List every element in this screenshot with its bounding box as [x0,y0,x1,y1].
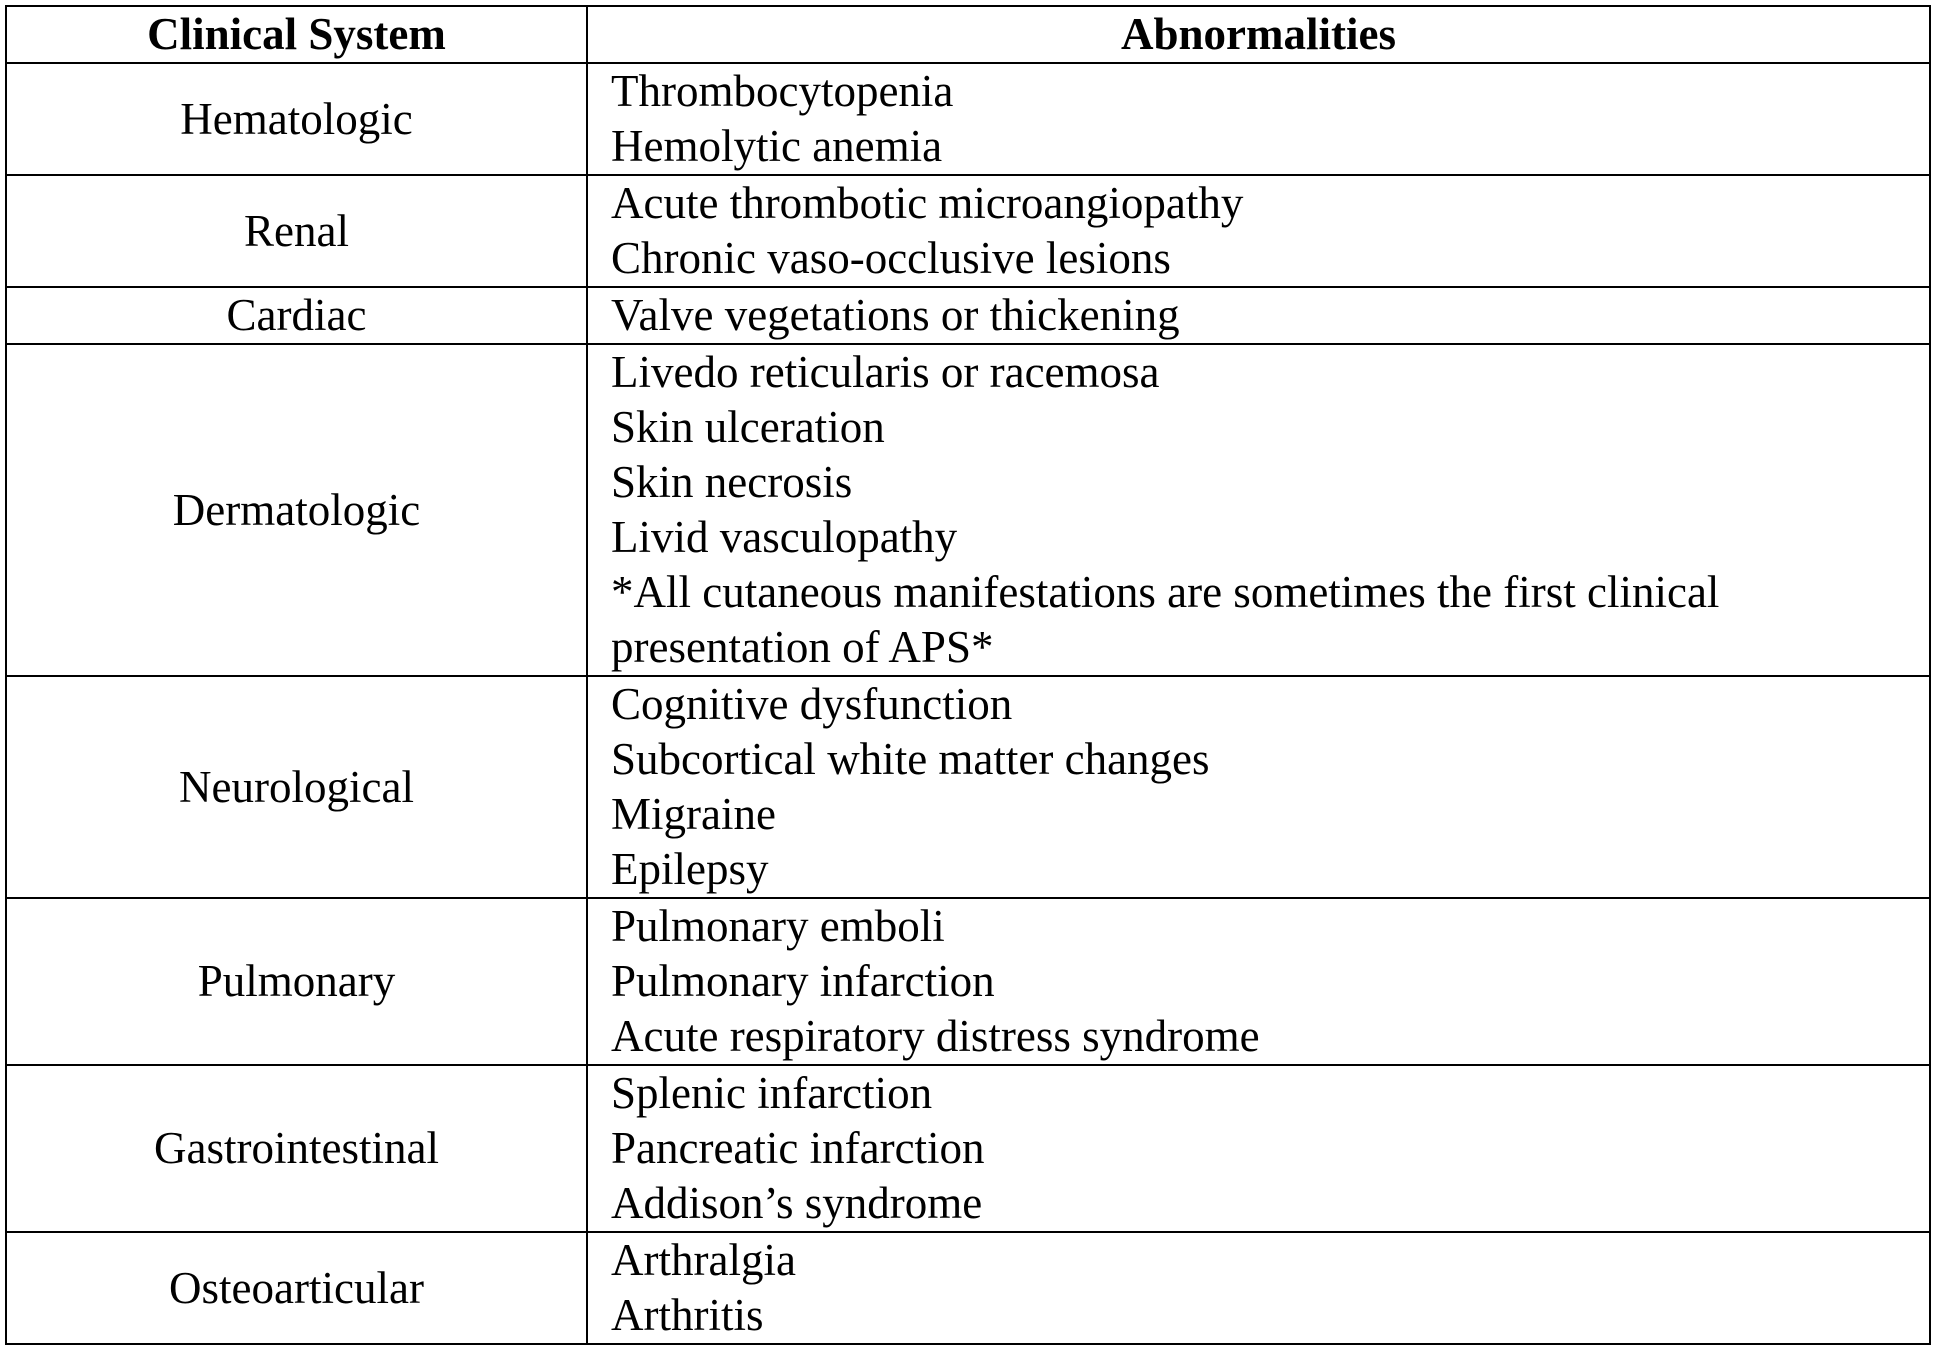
abnormality-item: Acute thrombotic microangiopathy [611,178,1244,228]
table-row [6,287,1930,344]
abnormalities-cell [587,1232,1930,1344]
abnormality-item: Valve vegetations or thickening [611,290,1180,340]
table-header-row [6,6,1930,63]
table-row [6,676,1930,898]
system-cell: Osteoarticular [6,1232,587,1344]
abnormalities-cell [587,1065,1930,1232]
abnormality-item: Pulmonary infarction [611,956,995,1006]
table-row [6,63,1930,175]
abnormality-item: Acute respiratory distress syndrome [611,1011,1260,1061]
system-cell: Dermatologic [6,344,587,676]
header-clinical-system: Clinical System [6,6,587,63]
abnormality-item: Migraine [611,789,776,839]
abnormalities-cell [587,676,1930,898]
system-cell: Cardiac [6,287,587,344]
abnormalities-cell [587,63,1930,175]
table-row [6,1232,1930,1344]
abnormality-item: Pulmonary emboli [611,901,945,951]
table-row [6,175,1930,287]
table-row [6,898,1930,1065]
abnormality-item: Livedo reticularis or racemosa [611,347,1160,397]
abnormalities-cell [587,175,1930,287]
abnormality-item: Subcortical white matter changes [611,734,1210,784]
abnormalities-cell [587,344,1930,676]
abnormality-item: Addison’s syndrome [611,1178,983,1228]
system-cell: Gastrointestinal [6,1065,587,1232]
system-cell: Pulmonary [6,898,587,1065]
abnormality-item: Splenic infarction [611,1068,933,1118]
system-cell: Renal [6,175,587,287]
abnormality-item: Chronic vaso-occlusive lesions [611,233,1171,283]
abnormality-item: Skin necrosis [611,457,853,507]
abnormality-item: Cognitive dysfunction [611,679,1013,729]
system-cell: Neurological [6,676,587,898]
abnormality-item: Arthritis [611,1290,764,1340]
abnormalities-cell [587,287,1930,344]
abnormality-item: Pancreatic infarction [611,1123,985,1173]
table-row [6,344,1930,676]
abnormality-item: Hemolytic anemia [611,121,943,171]
clinical-abnormalities-table [5,5,1931,1345]
abnormality-item: Thrombocytopenia [611,66,954,116]
system-cell: Hematologic [6,63,587,175]
abnormality-item: Skin ulceration [611,402,885,452]
abnormalities-cell [587,898,1930,1065]
table-row [6,1065,1930,1232]
abnormality-item: Livid vasculopathy [611,512,958,562]
abnormality-item: Arthralgia [611,1235,796,1285]
header-abnormalities: Abnormalities [587,6,1930,63]
abnormality-item: Epilepsy [611,844,769,894]
abnormality-note: *All cutaneous manifestations are sometimes the first clinical presentation of APS* [611,567,1720,672]
